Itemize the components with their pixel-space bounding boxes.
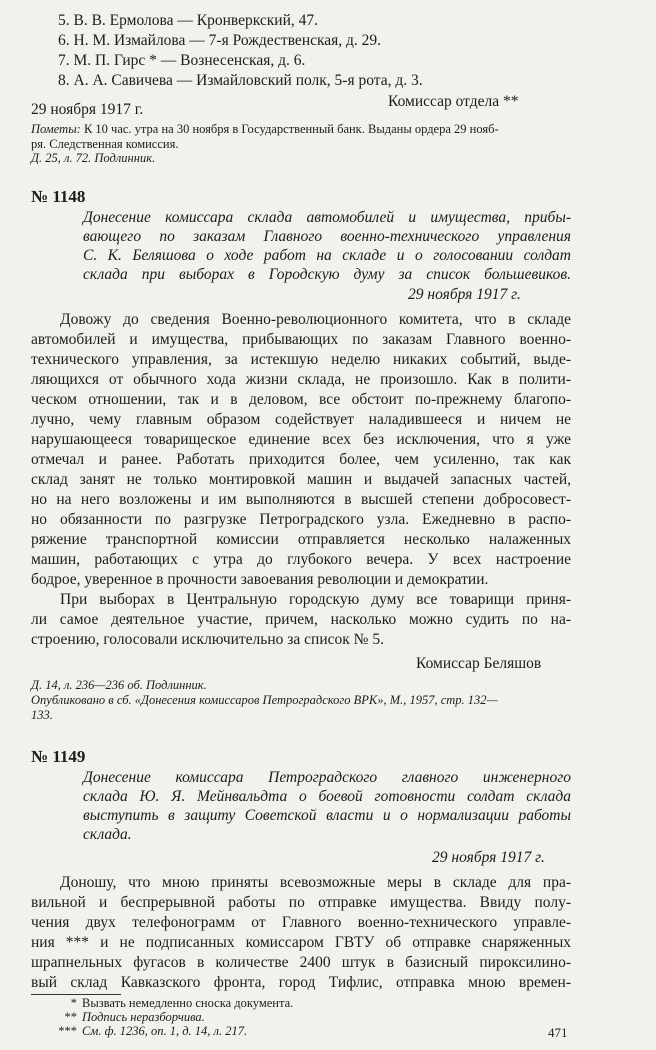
footnote-text-plain: Вызвать немедленно сноска документа. bbox=[82, 996, 294, 1010]
title-line: выступить в защиту Советской власти и о нормализации работы bbox=[83, 807, 571, 824]
title-line: склада при выборах в Городскую думу за список большевиков. bbox=[83, 266, 571, 283]
footnote-mark: * bbox=[70, 996, 77, 1010]
body-line: лучно, чему главным образом содействует наладившееся и ничем не bbox=[31, 411, 571, 428]
body-line: строению, голосовали исключительно за список № 5. bbox=[31, 631, 384, 648]
notes-label: Пометы: bbox=[31, 122, 81, 136]
body-line: технического управления, за истекшую неделю никаких событий, выде- bbox=[31, 351, 571, 368]
title-line: склада. bbox=[83, 826, 132, 843]
footnote-mark: ** bbox=[64, 1010, 77, 1024]
footnote-divider bbox=[31, 994, 121, 995]
footnote-text bbox=[82, 996, 293, 1011]
body-line: ряжение транспортной комиссии отправляется несколько налаженных bbox=[31, 531, 571, 548]
body-line: но обязанности по разгрузке Петроградского узла. Ежедневно в распо- bbox=[31, 511, 571, 528]
body-line: автомобилей и имущества, прибывающих по заказам Главного военно- bbox=[31, 331, 571, 348]
list-item: 8. А. А. Савичева — Измайловский полк, 5-я рота, д. 3. bbox=[58, 72, 423, 89]
body-line: машин, работающих с утра до глубокого вечера. У всех настроение bbox=[31, 551, 571, 568]
commissar-signature: Комиссар Беляшов bbox=[416, 655, 542, 672]
notes-text: К 10 час. утра на 30 ноября в Государственный банк. Выданы ордера 29 нояб- bbox=[83, 122, 499, 136]
document-date: 29 ноября 1917 г. bbox=[408, 286, 521, 303]
notes-continuation: ря. Следственная комиссия. bbox=[31, 137, 179, 151]
commissar-signature: Комиссар отдела ** bbox=[388, 93, 519, 110]
document-number: № 1149 bbox=[31, 747, 86, 766]
publication-reference: Опубликовано в сб. «Донесения комиссаров Петроградского ВРК», М., 1957, стр. 132— bbox=[31, 693, 498, 707]
footnote-text: См. ф. 1236, оп. 1, д. 14, л. 217. bbox=[82, 1024, 248, 1038]
archive-reference: Д. 14, л. 236—236 об. Подлинник. bbox=[31, 678, 207, 692]
notes-line bbox=[31, 122, 499, 137]
title-line: вающего по заказам Главного военно-технического управления bbox=[83, 228, 571, 245]
body-line: ляющихся от обычного хода жизни склада, не произошло. Как в полити- bbox=[31, 371, 571, 388]
footnote-text: Подпись неразборчива. bbox=[82, 1010, 205, 1024]
title-line: Донесение комиссара склада автомобилей и имущества, прибы- bbox=[83, 209, 571, 226]
title-line: склада Ю. Я. Мейнвальдта о боевой готовности солдат склада bbox=[83, 788, 571, 805]
body-line: чения двух телефонограмм от Главного военно-технического управле- bbox=[31, 914, 571, 931]
list-item: 5. В. В. Ермолова — Кронверкский, 47. bbox=[58, 12, 319, 29]
body-line: Доношу, что мною приняты всевозможные меры в складе для пра- bbox=[60, 874, 571, 891]
list-item: 7. М. П. Гирс * — Вознесенская, д. 6. bbox=[58, 52, 306, 69]
body-line: нарушающееся товарищеское единение всех без исключения, что я уже bbox=[31, 431, 571, 448]
page-number: 471 bbox=[548, 1025, 568, 1040]
title-line: Донесение комиссара Петроградского главного инженерного bbox=[83, 769, 571, 786]
body-line: ли самое деятельное участие, причем, насколько можно судить по на- bbox=[31, 611, 571, 628]
title-line: С. К. Беляшова о ходе работ на складе и о голосовании солдат bbox=[83, 247, 571, 264]
archive-reference: Д. 25, л. 72. Подлинник. bbox=[31, 151, 156, 165]
document-date: 29 ноября 1917 г. bbox=[432, 849, 545, 866]
body-line: Довожу до сведения Военно-революционного комитета, что в складе bbox=[60, 311, 571, 328]
body-line: отмечал и ранее. Работать приходится более, чем усиленно, так как bbox=[31, 451, 571, 468]
publication-reference-cont: 133. bbox=[31, 708, 53, 722]
body-line: вильной и беспрерывной работы по отправке имущества. Ввиду полу- bbox=[31, 894, 571, 911]
footnote-mark: *** bbox=[58, 1024, 77, 1038]
body-line: При выборах в Центральную городскую думу все товарищи приня- bbox=[60, 591, 571, 608]
body-line: вый склад Кавказского фронта, город Тифлис, отправка мною времен- bbox=[31, 974, 571, 991]
date-line: 29 ноября 1917 г. bbox=[31, 101, 144, 118]
list-item: 6. Н. М. Измайлова — 7-я Рождественская, д. 29. bbox=[58, 32, 382, 49]
body-line: ния *** и не подписанных комиссаром ГВТУ об отправке снаряженных bbox=[31, 934, 571, 951]
body-line: склад занят не только монтировкой машин и выдачей запасных частей, bbox=[31, 471, 571, 488]
body-line: ческом отношении, так и в деловом, все обстоит по-прежнему благопо- bbox=[31, 391, 571, 408]
document-number: № 1148 bbox=[31, 187, 86, 206]
body-line: но на него возложены и им выполняются в высшей степени добросовест- bbox=[31, 491, 571, 508]
body-line: шрапнельных фугасов в количестве 2400 штук в базисный пироксилино- bbox=[31, 954, 571, 971]
body-line: бодрое, уверенное в прочности завоевания революции и демократии. bbox=[31, 571, 489, 588]
